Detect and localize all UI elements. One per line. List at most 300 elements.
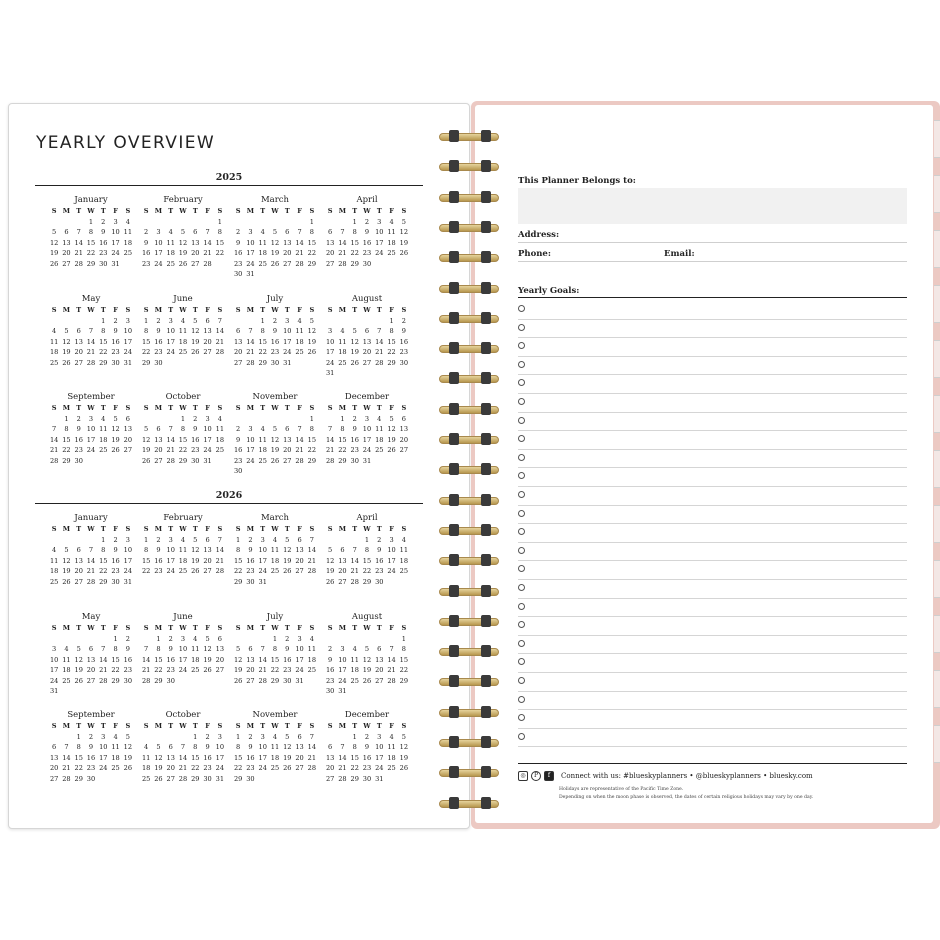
day-number: 12	[399, 228, 409, 236]
goal-line[interactable]	[518, 449, 907, 469]
day-number: 7	[101, 645, 106, 653]
day-number: 23	[246, 567, 255, 575]
day-number: 7	[64, 743, 69, 751]
spiral-ring	[437, 432, 501, 447]
day-number: 1	[401, 634, 406, 643]
day-number: 30	[74, 456, 83, 465]
day-number: 31	[362, 456, 372, 465]
day-number: 27	[215, 666, 225, 674]
day-number: 18	[399, 556, 409, 565]
phone-email-line[interactable]	[518, 261, 907, 262]
day-number: 7	[217, 535, 222, 544]
day-number: 29	[387, 358, 396, 367]
day-number: 22	[350, 249, 359, 257]
day-number: 31	[203, 456, 212, 465]
day-number: 2	[205, 732, 210, 741]
goal-bullet-icon	[518, 584, 525, 591]
weekday-header: S	[143, 404, 149, 412]
spiral-ring	[437, 129, 501, 144]
day-number: 8	[76, 743, 81, 751]
goal-line[interactable]	[518, 653, 907, 673]
weekday-header: S	[235, 306, 241, 314]
month-name: November	[252, 392, 298, 402]
weekday-header: F	[297, 722, 302, 730]
spiral-ring	[437, 614, 501, 629]
goal-line[interactable]	[518, 635, 907, 655]
day-number: 29	[86, 259, 96, 268]
day-number: 20	[325, 249, 335, 257]
day-number: 21	[74, 249, 83, 257]
day-number: 28	[307, 764, 317, 772]
goal-line[interactable]	[518, 356, 907, 376]
day-number: 7	[309, 535, 314, 544]
day-number: 27	[203, 567, 212, 575]
day-number: 24	[86, 446, 96, 454]
day-number: 3	[260, 732, 265, 741]
day-number: 24	[111, 249, 120, 257]
day-number: 20	[49, 764, 59, 772]
weekday-header: T	[76, 722, 82, 730]
weekday-header: S	[309, 404, 315, 412]
day-number: 20	[203, 556, 212, 565]
empty-day	[244, 316, 256, 327]
day-number: 28	[166, 456, 175, 465]
month-tab[interactable]	[934, 395, 940, 433]
month-tab[interactable]	[934, 340, 940, 378]
day-number: 14	[74, 238, 83, 247]
day-number: 14	[246, 337, 255, 346]
day-number: 28	[338, 774, 347, 783]
day-number: 21	[49, 446, 59, 454]
day-number: 3	[180, 634, 186, 643]
day-number: 11	[295, 327, 304, 335]
month-tab[interactable]	[934, 120, 940, 158]
weekday-header: S	[51, 404, 57, 412]
day-number: 27	[74, 577, 83, 586]
day-number: 10	[49, 655, 59, 664]
day-number: 22	[141, 567, 151, 575]
day-number: 2	[156, 535, 161, 544]
day-number: 23	[362, 249, 372, 257]
day-number: 16	[233, 446, 243, 454]
goal-bullet-icon	[518, 491, 525, 498]
goal-line[interactable]	[518, 672, 907, 692]
day-grid	[48, 305, 134, 368]
goal-line[interactable]	[518, 542, 907, 562]
day-number: 20	[123, 435, 133, 444]
day-number: 19	[62, 567, 71, 575]
day-number: 14	[49, 435, 59, 444]
weekday-header: W	[363, 525, 371, 533]
day-grid	[324, 206, 410, 269]
day-number: 24	[258, 567, 267, 575]
month-name: December	[344, 710, 390, 720]
day-grid	[324, 305, 410, 379]
day-number: 7	[297, 425, 302, 433]
goal-line[interactable]	[518, 728, 907, 748]
day-number: 26	[387, 446, 396, 454]
day-number: 10	[375, 743, 384, 751]
empty-day	[324, 535, 336, 546]
day-number: 2	[248, 732, 253, 741]
empty-day	[324, 217, 336, 228]
day-number: 29	[399, 676, 409, 685]
day-number: 6	[236, 327, 241, 335]
day-number: 24	[154, 259, 163, 268]
weekday-header: T	[100, 207, 106, 215]
month-calendar	[324, 392, 410, 466]
weekday-header: T	[192, 207, 198, 215]
day-number: 7	[352, 546, 357, 554]
day-grid	[48, 206, 134, 269]
goal-line[interactable]	[518, 300, 907, 320]
goal-line[interactable]	[518, 319, 907, 339]
weekday-header: T	[100, 722, 106, 730]
month-tab[interactable]	[934, 285, 940, 323]
goal-line[interactable]	[518, 374, 907, 394]
day-number: 19	[270, 446, 280, 454]
day-number: 4	[168, 228, 173, 236]
day-number: 18	[215, 435, 225, 444]
day-number: 26	[399, 249, 409, 257]
day-number: 18	[141, 764, 151, 772]
month-tab[interactable]	[934, 230, 940, 268]
day-number: 24	[123, 567, 133, 575]
day-number: 23	[86, 764, 96, 772]
goal-line[interactable]	[518, 579, 907, 599]
day-number: 14	[99, 655, 108, 664]
day-number: 5	[285, 535, 290, 544]
goal-line[interactable]	[518, 598, 907, 618]
weekday-header: T	[192, 306, 198, 314]
day-number: 30	[362, 259, 372, 268]
day-number: 7	[88, 327, 94, 335]
day-number: 20	[399, 435, 409, 444]
goals-label: Yearly Goals:	[518, 286, 580, 296]
day-number: 15	[399, 655, 409, 664]
day-number: 2	[236, 228, 241, 236]
day-number: 21	[86, 567, 96, 575]
day-number: 8	[309, 228, 314, 236]
day-number: 16	[86, 753, 96, 762]
day-number: 25	[258, 259, 267, 268]
weekday-header: S	[309, 525, 315, 533]
empty-day	[281, 217, 293, 228]
owner-name-field[interactable]	[518, 188, 907, 224]
weekday-header: M	[338, 306, 347, 314]
day-number: 19	[325, 567, 335, 575]
day-number: 2	[144, 228, 149, 236]
day-number: 13	[338, 556, 347, 565]
day-number: 14	[258, 655, 267, 664]
goal-bullet-icon	[518, 398, 525, 405]
day-number: 8	[236, 743, 241, 751]
weekday-header: S	[143, 306, 149, 314]
day-number: 22	[111, 666, 120, 674]
empty-day	[85, 535, 97, 546]
empty-day	[48, 732, 60, 743]
day-number: 24	[246, 456, 255, 465]
weekday-header: W	[87, 624, 95, 632]
month-tab[interactable]	[934, 725, 940, 763]
month-tab[interactable]	[934, 175, 940, 213]
day-number: 8	[101, 327, 106, 335]
goal-line[interactable]	[518, 467, 907, 487]
address-line[interactable]	[518, 242, 907, 243]
day-number: 12	[154, 753, 163, 762]
month-calendar	[324, 195, 410, 269]
day-number: 8	[144, 546, 149, 554]
weekday-header: S	[309, 207, 315, 215]
empty-day	[361, 634, 373, 645]
empty-day	[232, 414, 244, 425]
day-number: 29	[178, 456, 188, 465]
day-number: 16	[325, 666, 335, 674]
day-number: 24	[258, 764, 267, 772]
day-number: 28	[325, 456, 335, 465]
weekday-header: F	[297, 624, 302, 632]
day-number: 24	[387, 567, 396, 575]
day-number: 18	[295, 337, 304, 346]
day-number: 22	[141, 348, 151, 356]
month-tab[interactable]	[934, 505, 940, 543]
weekday-header: M	[246, 722, 255, 730]
day-number: 15	[307, 238, 317, 247]
empty-day	[324, 732, 336, 743]
weekday-header: S	[309, 722, 315, 730]
day-number: 30	[111, 577, 120, 586]
day-number: 6	[64, 228, 69, 236]
day-number: 21	[166, 446, 175, 454]
day-number: 2	[272, 316, 278, 325]
day-number: 13	[399, 425, 409, 433]
day-number: 30	[111, 358, 120, 367]
day-number: 2	[76, 414, 81, 423]
day-number: 5	[285, 732, 290, 741]
goal-line[interactable]	[518, 412, 907, 432]
day-number: 23	[362, 764, 372, 772]
weekday-header: T	[284, 306, 290, 314]
day-number: 30	[399, 358, 409, 367]
weekday-header: S	[327, 722, 333, 730]
day-number: 18	[166, 249, 175, 257]
month-calendar	[232, 710, 318, 784]
weekday-header: T	[168, 722, 174, 730]
day-number: 24	[375, 764, 384, 772]
day-number: 31	[338, 687, 347, 695]
day-number: 31	[111, 259, 120, 268]
day-number: 12	[350, 337, 359, 346]
day-number: 17	[203, 435, 212, 444]
spiral-ring	[437, 341, 501, 356]
day-number: 1	[76, 732, 81, 741]
empty-day	[60, 634, 72, 645]
day-number: 23	[375, 567, 384, 575]
empty-day	[48, 634, 60, 645]
goal-line[interactable]	[518, 430, 907, 450]
day-grid	[140, 206, 226, 269]
day-number: 14	[325, 435, 335, 444]
day-number: 11	[399, 546, 409, 554]
day-number: 21	[387, 666, 396, 674]
day-number: 2	[364, 732, 370, 741]
empty-day	[373, 634, 385, 645]
day-number: 26	[233, 676, 243, 685]
day-number: 1	[272, 634, 278, 643]
day-number: 23	[399, 348, 409, 356]
month-calendar	[324, 294, 410, 379]
goal-line[interactable]	[518, 709, 907, 729]
empty-day	[152, 732, 164, 743]
month-name: April	[356, 513, 378, 523]
day-number: 5	[113, 414, 118, 423]
day-number: 10	[338, 655, 347, 664]
day-grid	[140, 623, 226, 686]
weekday-header: T	[260, 525, 266, 533]
day-number: 18	[375, 435, 384, 444]
day-number: 19	[399, 238, 409, 247]
weekday-header: S	[235, 525, 241, 533]
day-number: 28	[258, 676, 267, 685]
month-tab[interactable]	[934, 560, 940, 598]
weekday-header: F	[113, 525, 118, 533]
goal-line[interactable]	[518, 560, 907, 580]
weekday-header: W	[179, 722, 187, 730]
day-number: 26	[399, 764, 409, 772]
month-tab[interactable]	[934, 450, 940, 488]
day-number: 18	[49, 348, 59, 356]
empty-day	[257, 217, 269, 228]
empty-day	[349, 634, 361, 645]
day-number: 11	[387, 743, 396, 751]
day-number: 28	[350, 577, 359, 586]
day-number: 20	[74, 567, 83, 575]
day-number: 8	[156, 645, 161, 653]
day-number: 12	[203, 645, 212, 653]
day-grid	[324, 623, 410, 697]
day-number: 28	[215, 567, 225, 575]
day-number: 23	[111, 567, 120, 575]
goal-line[interactable]	[518, 486, 907, 506]
day-number: 3	[248, 425, 253, 433]
day-number: 11	[215, 425, 225, 433]
day-number: 24	[246, 259, 255, 268]
day-number: 23	[203, 764, 212, 772]
weekday-header: T	[376, 404, 382, 412]
month-name: July	[266, 294, 284, 304]
day-number: 8	[260, 327, 265, 335]
day-number: 30	[99, 259, 108, 268]
day-number: 15	[270, 655, 280, 664]
day-number: 19	[399, 753, 409, 762]
weekday-header: S	[217, 207, 223, 215]
day-number: 23	[233, 259, 243, 268]
goal-bullet-icon	[518, 510, 525, 517]
day-number: 8	[236, 546, 241, 554]
empty-day	[324, 634, 336, 645]
day-number: 21	[141, 666, 151, 674]
day-grid	[140, 721, 226, 784]
day-number: 19	[49, 249, 59, 257]
weekday-header: M	[154, 404, 163, 412]
month-tab[interactable]	[934, 615, 940, 653]
day-number: 7	[76, 228, 81, 236]
goal-bullet-icon	[518, 733, 525, 740]
day-number: 5	[272, 228, 278, 236]
weekday-header: M	[338, 525, 347, 533]
weekday-header: F	[389, 404, 394, 412]
goal-line[interactable]	[518, 505, 907, 525]
goal-line[interactable]	[518, 337, 907, 357]
day-number: 18	[270, 753, 280, 762]
instagram-icon: ◎	[518, 771, 528, 781]
day-number: 10	[166, 327, 175, 335]
day-number: 28	[295, 259, 304, 268]
day-number: 6	[217, 634, 222, 643]
day-number: 30	[233, 467, 243, 475]
day-number: 2	[401, 316, 406, 325]
day-number: 26	[62, 358, 71, 367]
weekday-header: F	[205, 525, 210, 533]
day-number: 7	[248, 327, 253, 335]
day-number: 15	[141, 556, 151, 565]
day-number: 13	[49, 753, 59, 762]
day-number: 29	[233, 577, 243, 586]
weekday-header: F	[389, 624, 394, 632]
day-number: 12	[62, 556, 71, 565]
day-number: 11	[99, 425, 108, 433]
day-number: 3	[125, 535, 130, 544]
month-tab[interactable]	[934, 670, 940, 708]
weekday-header: W	[363, 722, 371, 730]
day-number: 6	[297, 535, 302, 544]
day-number: 5	[193, 316, 198, 325]
day-number: 28	[141, 676, 151, 685]
weekday-header: W	[87, 404, 95, 412]
empty-day	[244, 634, 256, 645]
goal-line[interactable]	[518, 523, 907, 543]
month-calendar	[232, 612, 318, 686]
day-number: 31	[325, 369, 335, 377]
day-number: 25	[99, 446, 108, 454]
goal-line[interactable]	[518, 691, 907, 711]
day-number: 25	[338, 358, 347, 367]
goal-line[interactable]	[518, 616, 907, 636]
day-number: 22	[307, 249, 317, 257]
day-number: 16	[74, 435, 83, 444]
weekday-header: M	[62, 722, 71, 730]
day-number: 25	[399, 567, 409, 575]
day-number: 5	[125, 732, 130, 741]
weekday-header: T	[76, 207, 82, 215]
month-calendar	[140, 513, 226, 577]
weekday-header: F	[297, 404, 302, 412]
day-number: 17	[99, 753, 108, 762]
day-number: 23	[111, 348, 120, 356]
day-number: 13	[154, 435, 163, 444]
day-number: 29	[350, 259, 359, 268]
day-number: 29	[62, 456, 71, 465]
weekday-header: S	[51, 525, 57, 533]
day-number: 24	[49, 676, 59, 685]
day-number: 8	[193, 743, 198, 751]
weekday-header: T	[376, 624, 382, 632]
empty-day	[232, 217, 244, 228]
day-number: 14	[215, 546, 225, 554]
goal-bullet-icon	[518, 603, 525, 610]
goal-line[interactable]	[518, 393, 907, 413]
day-number: 21	[246, 348, 255, 356]
